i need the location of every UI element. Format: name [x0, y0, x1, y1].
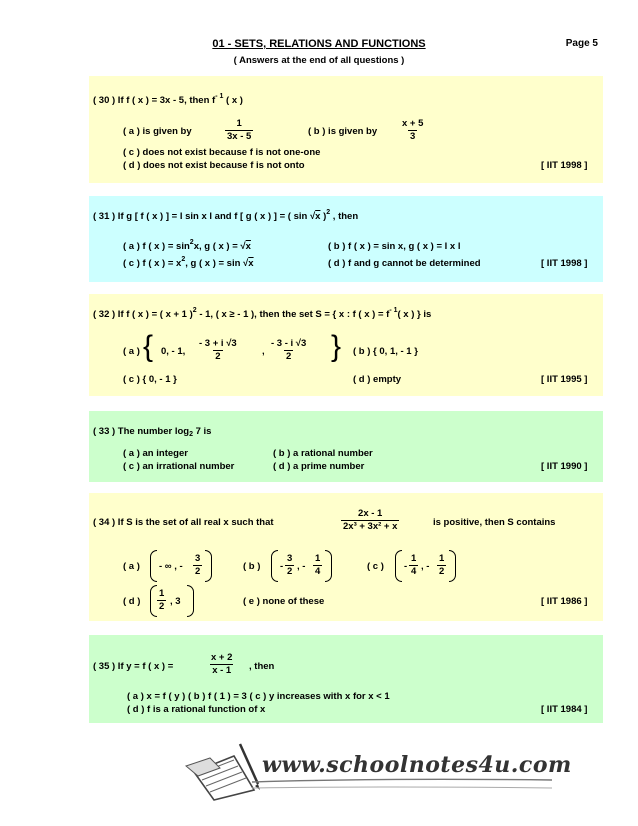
q30-option-d: ( d ) does not exist because f is not onto — [123, 160, 305, 171]
q33-reference: [ IIT 1990 ] — [541, 461, 588, 472]
q30-stem-end: ( x ) — [223, 95, 243, 106]
page-subtitle: ( Answers at the end of all questions ) — [233, 55, 405, 66]
q30-option-a-fraction: $\frac{1}{3x - 5}$ — [227, 118, 252, 142]
q32-reference: [ IIT 1995 ] — [541, 374, 588, 385]
q32-option-a-first: 0, - 1, — [161, 346, 186, 357]
question-32: ( 32 ) If f ( x ) = ( x + 1 )$^2$ - 1, ( x ≥ - 1 ), then the set S = { x : f ( x ) = $f^{- 1}$( x ) } is ( a ) { 0, - 1, $\frac{- 3 + i √3}{2}$ , $\frac{- 3 - i √3}{2}$ } ( b ) { 0, 1, - 1 } ( c ) { 0, - 1 } ( d ) empty [ IIT 1995 ] — [89, 294, 603, 396]
page-number: Page 5 — [565, 38, 598, 49]
page-title: 01 - SETS, RELATIONS AND FUNCTIONS — [212, 38, 426, 50]
left-paren-icon — [150, 550, 157, 582]
q31-option-c: ( c ) f ( x ) = $x^2$, g ( x ) = sin √x — [123, 256, 254, 269]
question-30 — [89, 76, 603, 183]
q32-option-a-fraction-1: $\frac{- 3 + i √3}{2}$ — [199, 338, 237, 362]
q32-option-a-fraction-2: $\frac{- 3 - i √3}{2}$ — [271, 338, 307, 362]
schoolnotes-logo-text: www.schoolnotes4u.com — [262, 752, 572, 778]
q31-stem: ( 31 ) If g [ f ( x ) ] = l sin x l and f [ g ( x ) ] = ( sin — [93, 211, 310, 222]
question-34: ( 34 ) If S is the set of all real x such that $\frac{2x - 1}{\text{2x³ + 3x² + x}}$ is positive, then S contains ( a ) - ∞ , - $\frac{3}{2}$ ( b ) - $\frac{3}{2}$ , - $\frac{1}{4}$ ( c ) - $\frac{1}{4}$ , - $\frac{1}{2}$ ( d ) $\frac{1}{2}$ , 3 ( e ) none of these [ IIT 1986 ] — [89, 493, 603, 621]
q34-reference: [ IIT 1986 ] — [541, 596, 588, 607]
q34-stem-end: is positive, then S contains — [433, 517, 556, 528]
q35-option-d: ( d ) f is a rational function of x — [127, 704, 266, 715]
q31-option-d: ( d ) f and g cannot be determined — [328, 258, 481, 269]
q34-option-a-label: ( a ) — [123, 561, 140, 572]
q34-option-e: ( e ) none of these — [243, 596, 325, 607]
q30-option-b: ( b ) is given by — [308, 126, 378, 137]
q33-option-a: ( a ) an integer — [123, 448, 188, 459]
q31-reference: [ IIT 1998 ] — [541, 258, 588, 269]
q35-stem-fraction: $\frac{x + 2}{x - 1}$ — [211, 652, 233, 676]
left-brace-icon: { — [143, 330, 154, 363]
q30-reference: [ IIT 1998 ] — [541, 160, 588, 171]
left-paren-icon — [395, 550, 402, 582]
right-paren-icon — [187, 585, 194, 617]
q32-stem: ( 32 ) If f ( x ) = ( x + 1 )$^2$ - 1, ( x ≥ - 1 ), then the set S = { x : f ( x ) = $f^{- 1}$( x ) } is — [93, 307, 432, 320]
q34-stem-fraction: $\frac{2x - 1}{\text{2x³ + 3x² + x}}$ — [343, 508, 398, 532]
q35-stem: ( 35 ) If y = f ( x ) = — [93, 661, 174, 672]
q31-stem-sqrt: x — [315, 211, 321, 222]
q34-option-c-label: ( c ) — [367, 561, 384, 572]
q31-option-b: ( b ) f ( x ) = sin x, g ( x ) = l x l — [328, 241, 461, 252]
q30-option-c: ( c ) does not exist because f is not one-one — [123, 147, 321, 158]
left-paren-icon — [271, 550, 278, 582]
q30-option-a: ( a ) is given by — [123, 126, 192, 137]
right-paren-icon — [205, 550, 212, 582]
question-31: ( 31 ) If g [ f ( x ) ] = l sin x l and f [ g ( x ) ] = ( sin √x )$^2$ , then ( a ) f ( x ) = $\sin^2x$, g ( x ) = √x ( b ) f ( x ) = sin x, g ( x ) = l x l ( c ) f ( x ) = $x^2$, g ( x ) = sin √x ( d ) f and g cannot be determined [ IIT 1998 ] — [89, 196, 603, 282]
q32-option-c: ( c ) { 0, - 1 } — [123, 374, 177, 385]
q32-option-b: ( b ) { 0, 1, - 1 } — [353, 346, 418, 357]
q32-option-a-label: ( a ) — [123, 346, 140, 357]
right-paren-icon — [325, 550, 332, 582]
q34-option-d-label: ( d ) — [123, 596, 141, 607]
question-35 — [89, 635, 603, 723]
q34-stem: ( 34 ) If S is the set of all real x such that — [93, 517, 274, 528]
q35-reference: [ IIT 1984 ] — [541, 704, 588, 715]
q33-option-c: ( c ) an irrational number — [123, 461, 235, 472]
right-brace-icon: } — [331, 330, 342, 363]
q30-stem: ( 30 ) If f ( x ) = 3x - 5, then f — [93, 95, 216, 106]
q33-option-d: ( d ) a prime number — [273, 461, 365, 472]
q34-option-b-label: ( b ) — [243, 561, 261, 572]
right-paren-icon — [449, 550, 456, 582]
q33-option-b: ( b ) a rational number — [273, 448, 373, 459]
q30-stem-sup: - 1 — [215, 93, 224, 100]
q33-stem: ( 33 ) The number $\log_2 7$ is — [93, 426, 212, 438]
question-33 — [89, 411, 603, 482]
q32-option-d: ( d ) empty — [353, 374, 402, 385]
left-paren-icon — [150, 585, 157, 617]
q31-option-a: ( a ) f ( x ) = $\sin^2x$, g ( x ) = √x — [123, 239, 251, 252]
q35-options-abc: ( a ) x = f ( y ) ( b ) f ( 1 ) = 3 ( c ) y increases with x for x < 1 — [127, 691, 390, 702]
q35-stem-end: , then — [249, 661, 275, 672]
q30-option-b-fraction: $\frac{x + 5}{3}$ — [402, 118, 424, 142]
